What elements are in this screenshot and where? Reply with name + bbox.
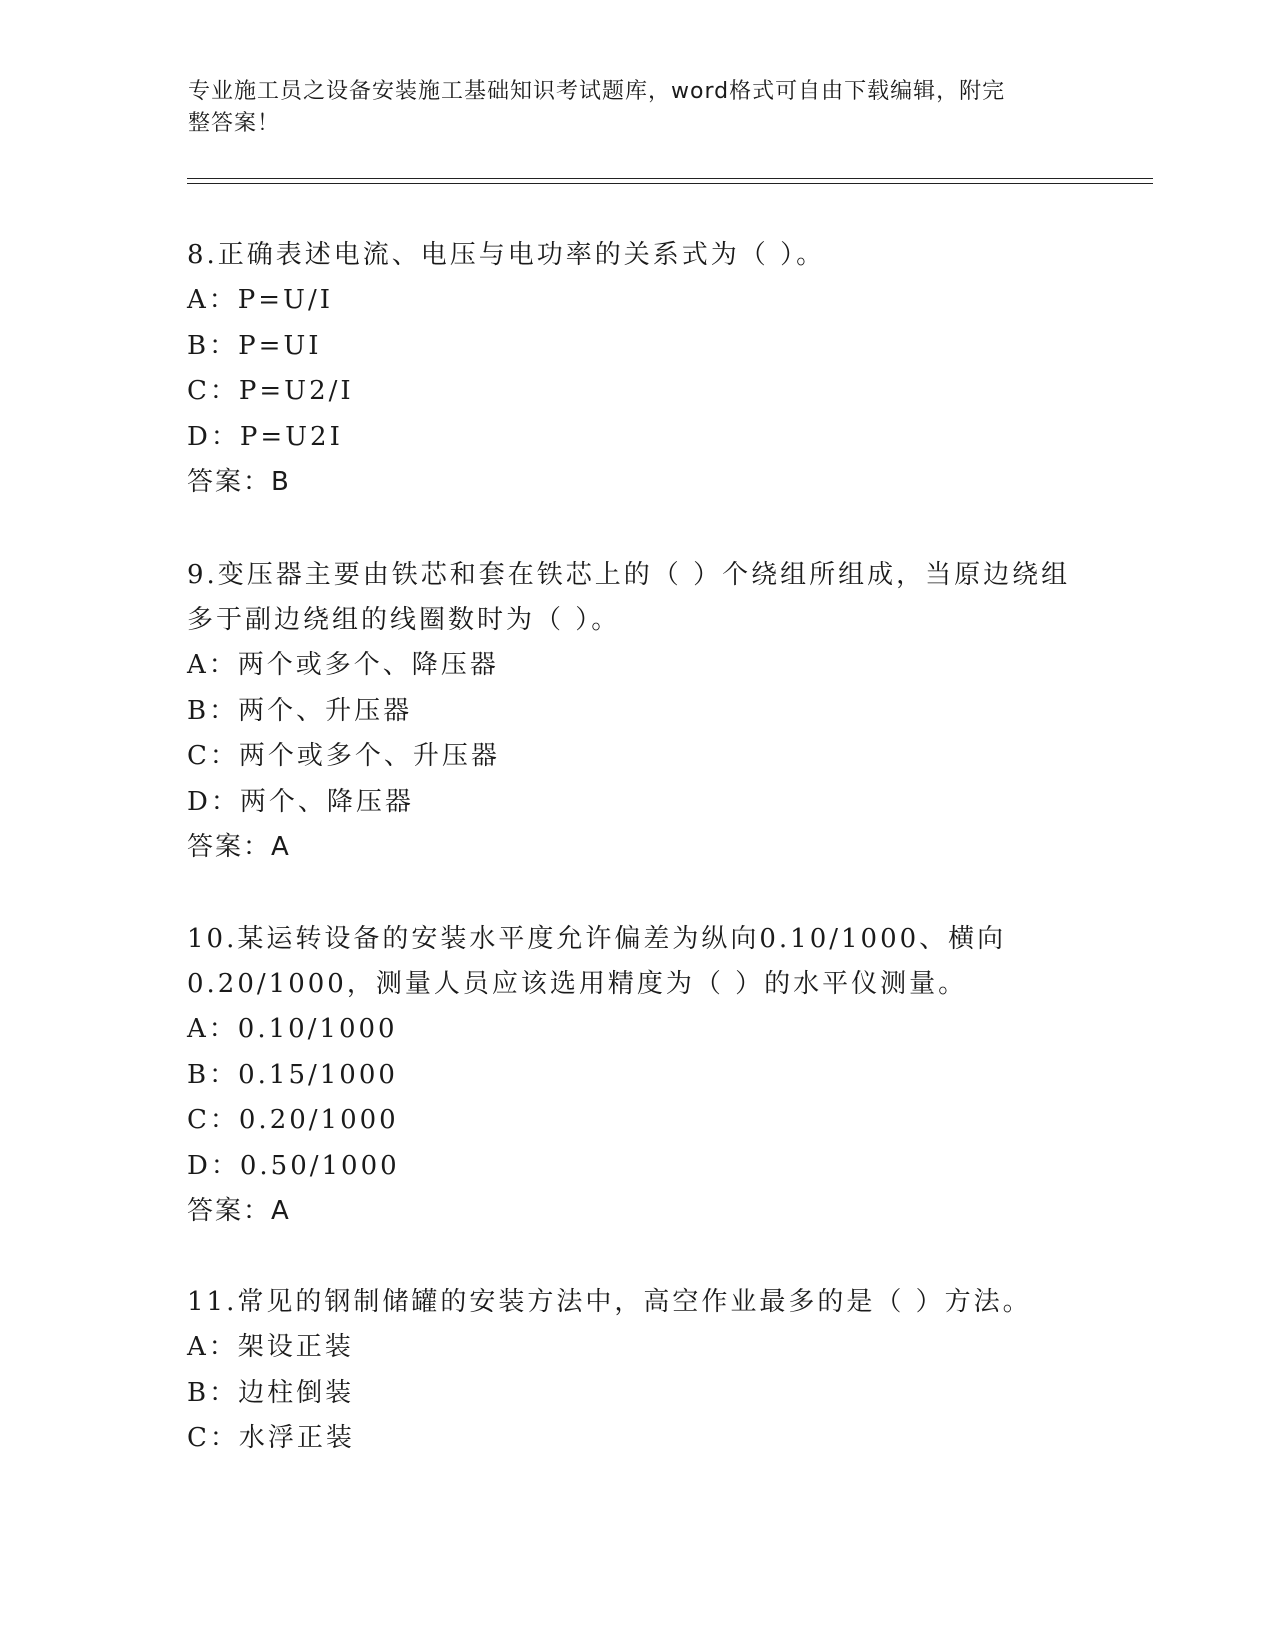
- option-b: B：边柱倒装: [187, 1377, 355, 1408]
- option-d: D：P=U2I: [187, 421, 343, 452]
- header-divider-top: [187, 178, 1153, 179]
- question-stem-line-2: 0.20/1000，测量人员应该选用精度为（ ）的水平仪测量。: [187, 969, 968, 999]
- option-c: C：0.20/1000: [187, 1105, 399, 1135]
- option-c: C：两个或多个、升压器: [187, 741, 500, 771]
- option-b: B：P=UI: [187, 330, 322, 361]
- option-a: A：架设正装: [187, 1332, 354, 1362]
- header-divider-bottom: [187, 183, 1153, 184]
- document-header: [188, 76, 1068, 140]
- option-a: A：两个或多个、降压器: [187, 650, 499, 680]
- option-b: B：两个、升压器: [187, 695, 413, 726]
- option-d: D：两个、降压器: [187, 786, 414, 817]
- question-stem-line-1: 10.某运转设备的安装水平度允许偏差为纵向0.10/1000、横向: [187, 924, 1007, 954]
- question-11: [187, 1280, 1087, 1462]
- question-stem: 8.正确表述电流、电压与电功率的关系式为（ ）。: [187, 240, 826, 270]
- option-a: A：0.10/1000: [187, 1014, 398, 1044]
- header-line-2: 整答案！: [188, 111, 281, 136]
- answer-line: 答案：A: [187, 832, 291, 862]
- question-9: [187, 553, 1087, 870]
- question-8: [187, 233, 1087, 505]
- question-stem: 11.常见的钢制储罐的安装方法中，高空作业最多的是（ ）方法。: [187, 1287, 1032, 1317]
- question-stem-line-1: 9.变压器主要由铁芯和套在铁芯上的（ ）个绕组所组成，当原边绕组: [187, 560, 1071, 590]
- answer-line: 答案：A: [187, 1196, 291, 1226]
- question-10: [187, 917, 1087, 1234]
- option-c: C：P=U2/I: [187, 376, 354, 406]
- option-a: A：P=U/I: [187, 285, 333, 315]
- question-stem-line-2: 多于副边绕组的线圈数时为（ ）。: [187, 605, 621, 635]
- answer-line: 答案：B: [187, 467, 291, 497]
- header-line-1: 专业施工员之设备安装施工基础知识考试题库，word格式可自由下载编辑，附完: [188, 79, 1006, 104]
- option-d: D：0.50/1000: [187, 1150, 400, 1181]
- option-b: B：0.15/1000: [187, 1059, 398, 1090]
- option-c: C：水浮正装: [187, 1423, 355, 1453]
